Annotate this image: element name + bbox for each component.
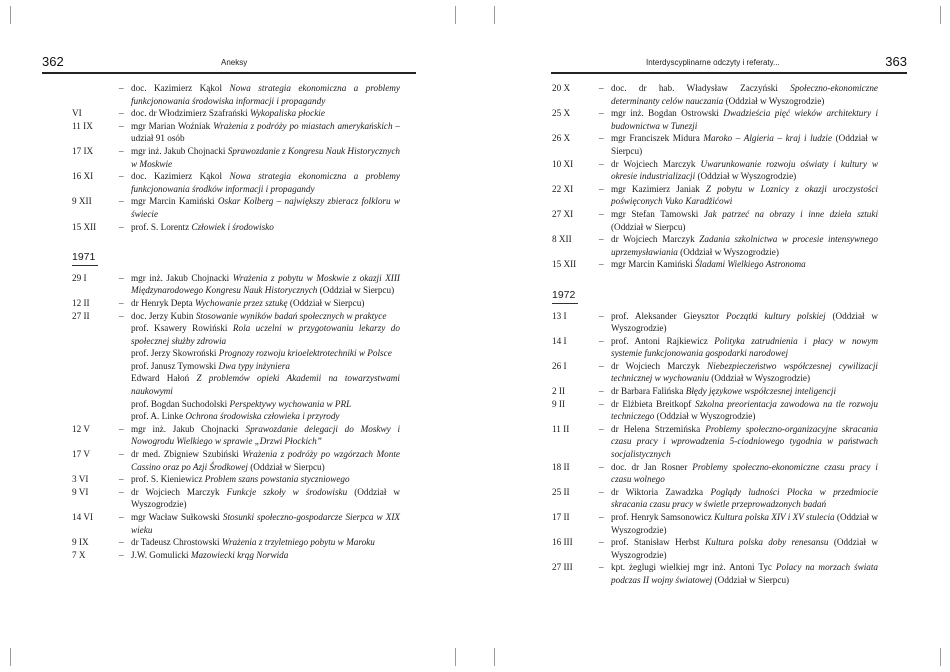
entry-note: (Oddział w Wyszogrodzie) <box>708 373 811 384</box>
entry-note: (Oddział w Wyszogrodzie) <box>677 246 779 257</box>
entry-dash: – <box>119 549 124 560</box>
entry-date <box>72 82 119 107</box>
entry-date: 9 VI <box>72 486 89 497</box>
lecture-entry <box>552 82 878 107</box>
entry-dash: – <box>599 386 604 397</box>
entry-dash: – <box>119 272 124 283</box>
entry-title: Wychowanie przez sztukę <box>195 297 288 308</box>
entry-title: Kultura polska XIV i XV stulecia <box>714 512 835 522</box>
entry-date <box>72 410 119 423</box>
lecture-entry <box>72 170 400 195</box>
header-rule <box>551 72 907 74</box>
entry-speaker: prof. S. Kieniewicz <box>131 474 205 485</box>
entry-speaker: dr Wojciech Marczyk <box>611 360 708 371</box>
lecture-entry <box>552 360 878 385</box>
entry-title: Problemy społeczno-ekonomiczne czasu pracy i czasu wolnego <box>611 461 878 485</box>
lecture-entry <box>72 145 400 170</box>
entry-speaker: mgr Wacław Sułkowski <box>131 512 223 522</box>
entry-dash: – <box>599 83 604 93</box>
entry-dash: – <box>599 537 604 548</box>
entry-date: 17 II <box>552 512 570 522</box>
entry-speaker: prof. Janusz Tymowski <box>131 360 219 371</box>
entry-text <box>611 183 878 208</box>
entry-date: VI <box>72 108 82 119</box>
entry-title: Ochrona środowiska człowieka i przyrody <box>185 411 340 422</box>
entry-dash: – <box>599 398 604 409</box>
entry-note: (Oddział w Sierpcu) <box>611 221 686 232</box>
entry-text <box>611 511 878 536</box>
entry-dash <box>119 410 131 423</box>
entry-speaker: dr Wojciech Marczyk <box>131 486 227 497</box>
entry-date: 11 II <box>552 423 570 434</box>
entry-dash: – <box>119 108 124 119</box>
entry-speaker: dr Helena Strzemińska <box>611 423 706 434</box>
entry-date: 16 III <box>552 537 573 548</box>
entries-1970 <box>72 82 400 233</box>
entry-text <box>131 322 400 347</box>
lecture-entry <box>72 297 400 310</box>
entry-title: Szkolna preorientacja zawodowa na tle rozwoju techniczego <box>611 398 878 422</box>
entry-date: 11 IX <box>72 120 93 131</box>
entry-text <box>131 448 400 473</box>
entry-text <box>611 158 878 183</box>
lecture-entry <box>552 385 878 398</box>
entry-text <box>131 145 400 170</box>
entry-text <box>611 82 878 107</box>
entry-note: (Oddział w Sierpcu) <box>247 461 325 472</box>
entry-date: 9 II <box>552 398 566 409</box>
lecture-entry <box>72 549 400 562</box>
entry-title: Wrażenia z trzyletniego pobytu w Maroku <box>221 537 375 548</box>
entry-dash: – <box>599 360 604 371</box>
lecture-entry <box>72 372 400 397</box>
entry-speaker: dr Tadeusz Chrostowski <box>131 537 222 548</box>
entry-speaker: doc. Kazimierz Kąkol <box>131 171 230 182</box>
entry-date <box>72 347 119 360</box>
entry-speaker: J.W. Gomulicki <box>131 549 191 560</box>
entry-speaker: mgr inż. Bogdan Ostrowski <box>611 108 724 119</box>
entry-text <box>131 221 400 234</box>
entry-speaker: Edward Hałoń <box>131 373 197 384</box>
lecture-entry <box>72 360 400 373</box>
entry-title: Jak patrzeć na obrazy i inne dzieła sztuki <box>703 208 878 219</box>
entry-title: Człowiek i środowisko <box>191 221 274 232</box>
entry-title: Stosowanie wyników badań społecznych w praktyce <box>195 310 387 321</box>
entry-text <box>131 310 400 323</box>
entry-speaker: prof. Antoni Rajkiewicz <box>611 335 715 346</box>
entry-dash: – <box>599 461 604 472</box>
entry-text <box>611 132 878 157</box>
entry-speaker: mgr inż. Jakub Chojnacki <box>131 423 246 434</box>
entry-date <box>72 398 119 411</box>
entry-dash: – <box>119 423 124 434</box>
entry-title: Poglądy ludności Płocka w przedmiocie skracania czasu pracy w świetle przeprowadzonych badań <box>611 486 878 510</box>
lecture-entry <box>552 132 878 157</box>
entry-date: 25 X <box>552 108 571 119</box>
entry-speaker: dr med. Zbigniew Szubiński <box>131 449 243 460</box>
entry-title: Początki kultury polskiej <box>725 310 826 321</box>
entry-speaker: dr Wiktoria Zawadzka <box>611 486 711 497</box>
entry-text <box>131 297 400 310</box>
entry-dash: – <box>119 83 124 93</box>
entry-speaker: mgr Marcin Kamiński <box>611 259 695 270</box>
entry-dash: – <box>599 562 604 573</box>
entry-dash: – <box>119 120 124 131</box>
entry-title: Wrażenia z podróży po miastach amerykańskich <box>213 120 393 131</box>
header-rule <box>42 72 416 74</box>
entry-title: Oskar Kolberg – największy zbieracz folkloru w świecie <box>131 196 400 219</box>
lecture-entry <box>552 183 878 208</box>
lecture-entry <box>552 258 878 271</box>
entry-speaker: mgr Stefan Tamowski <box>611 208 704 219</box>
entry-title: Maroko – Algieria – kraj i ludzie <box>703 133 833 144</box>
entry-date: 9 XII <box>72 196 92 207</box>
entry-date: 22 XI <box>552 183 574 194</box>
entry-note: (Oddział w Wyszogrodzie) <box>695 171 797 182</box>
entry-title: Polityka zatrudnienia i płacy w nowym systemie funkcjonowania gospodarki narodowej <box>611 335 878 359</box>
entry-dash <box>119 360 131 373</box>
year-heading: 1971 <box>72 251 98 266</box>
entry-note: (Oddział w Wyszogrodzie) <box>654 411 756 422</box>
lecture-entry <box>72 448 400 473</box>
entry-dash: – <box>599 108 604 119</box>
entry-speaker: doc. Jerzy Kubin <box>131 310 196 321</box>
entry-title: Dwa typy inżyniera <box>218 360 290 371</box>
entry-text <box>611 423 878 461</box>
entry-title: Z pobytu w Loznicy z okazji uroczystości poświęconych Vuko Karadžićowi <box>611 183 878 207</box>
entry-speaker: doc. dr hab. Władysław Zaczyński <box>611 83 791 93</box>
entry-title: Wrażenia z pobytu w Moskwie z okazji XIII Międzynarodowego Kongresu Nauk Historycznych <box>131 272 400 296</box>
entry-note: (Oddział w Sierpcu) <box>712 574 790 585</box>
entry-date: 26 I <box>552 360 567 371</box>
entry-title: Kultura polska doby renesansu <box>704 537 829 548</box>
lecture-entry <box>72 322 400 347</box>
entry-note: (Oddział w Sierpcu) <box>611 133 878 156</box>
entry-text <box>131 360 400 373</box>
entry-title: Rola uczelni w przygotowaniu lekarzy do społecznej służby zdrowia <box>131 323 400 346</box>
entry-dash <box>119 347 131 360</box>
entry-title: Problem szans powstania styczniowego <box>204 474 350 485</box>
entry-text <box>611 486 878 511</box>
entry-title: Z problemów opieki Akademii na towarzystwami naukowymi <box>131 373 400 397</box>
entry-title: Społeczno-ekonomiczne determinanty celów nauczania <box>611 83 878 106</box>
entry-dash <box>119 398 131 411</box>
entry-note: (Oddział w Sierpcu) <box>317 285 395 296</box>
entry-speaker: prof. Stanisław Herbst <box>611 537 705 548</box>
lecture-entry <box>72 347 400 360</box>
lecture-entry <box>72 120 400 145</box>
entry-text <box>611 208 878 233</box>
lecture-entry <box>72 398 400 411</box>
lecture-entry <box>552 461 878 486</box>
left-column <box>72 82 400 561</box>
entry-text <box>131 195 400 220</box>
entries-1971-continued <box>552 82 878 271</box>
lecture-entry <box>72 423 400 448</box>
entry-title: Problemy społeczno-organizacyjne skracania czasu pracy i wprowadzenia 5-ciodniowego tygodnia w państwach socjalistycznych <box>611 423 878 460</box>
running-header: Interdyscyplinarne odczyty i referaty... <box>646 58 780 67</box>
entry-dash: – <box>599 133 604 144</box>
entry-note: (Oddział w Wyszogrodzie) <box>611 512 878 535</box>
entry-speaker: dr Wojciech Marczyk <box>611 158 701 169</box>
entry-speaker: kpt. żeglugi wielkiej mgr inż. Antoni Tyc <box>611 562 776 573</box>
entry-dash: – <box>119 221 124 232</box>
lecture-entry <box>552 233 878 258</box>
entry-dash: – <box>599 512 604 522</box>
entry-date: 20 X <box>552 83 571 93</box>
lecture-entry <box>552 423 878 461</box>
entry-speaker: mgr Kazimierz Janiak <box>611 183 706 194</box>
entry-speaker: doc. dr Włodzimierz Szafrański <box>131 108 250 119</box>
year-heading: 1972 <box>552 289 578 304</box>
entries-1972 <box>552 310 878 587</box>
entry-text <box>611 536 878 561</box>
lecture-entry <box>552 561 878 586</box>
entry-title: Śladami Wielkiego Astronoma <box>694 259 806 270</box>
entry-text <box>131 410 400 423</box>
entry-dash: – <box>599 423 604 434</box>
lecture-entry <box>552 536 878 561</box>
entry-date: 12 II <box>72 297 90 308</box>
entry-date: 27 II <box>72 310 90 321</box>
lecture-entry <box>72 486 400 511</box>
entry-text <box>131 423 400 448</box>
lecture-entry <box>552 335 878 360</box>
entry-speaker: mgr Marian Woźniak <box>131 120 214 131</box>
entry-date: 26 X <box>552 133 571 144</box>
entry-text <box>131 486 400 511</box>
entry-text <box>131 398 400 411</box>
entry-title: Stosunki społeczno-gospodarcze Sierpca w XIX wieku <box>131 512 400 535</box>
entry-dash: – <box>599 208 604 219</box>
running-header: Aneksy <box>221 58 248 67</box>
entry-speaker: mgr Franciszek Midura <box>611 133 704 144</box>
entry-text <box>131 473 400 486</box>
entry-dash: – <box>119 474 124 485</box>
entry-text <box>611 310 878 335</box>
entry-dash: – <box>119 310 124 321</box>
entry-title: Wrażenia z podróży po wzgórzach Monte Cassino oraz po Azji Środkowej <box>131 449 400 472</box>
entry-text <box>611 258 878 271</box>
entry-note: (Oddział w Wyszogrodzie) <box>611 310 878 334</box>
lecture-entry <box>552 158 878 183</box>
entry-title: Zadania szkolnictwa w procesie intensywnego uprzemysławiania <box>611 234 878 257</box>
entry-date: 8 XII <box>552 234 572 245</box>
lecture-entry <box>72 410 400 423</box>
entry-speaker: dr Henryk Depta <box>131 297 196 308</box>
entry-dash: – <box>119 512 124 522</box>
entry-speaker: prof. S. Lorentz <box>131 221 192 232</box>
lecture-entry <box>72 511 400 536</box>
entry-text <box>131 120 400 145</box>
entry-dash: – <box>599 183 604 194</box>
entry-date: 15 XII <box>552 259 577 270</box>
entry-date: 3 VI <box>72 474 89 485</box>
entry-date: 9 IX <box>72 537 89 548</box>
entry-dash: – <box>119 297 124 308</box>
entry-dash: – <box>599 335 604 346</box>
entry-text <box>131 549 400 562</box>
entry-title: Perspektywy wychowania w PRL <box>229 398 352 409</box>
lecture-entry <box>72 310 400 323</box>
entry-dash: – <box>119 145 124 156</box>
entry-date <box>72 372 119 397</box>
right-column <box>552 82 878 587</box>
entry-dash: – <box>599 259 604 270</box>
entry-date: 27 III <box>552 562 573 573</box>
entry-date: 18 II <box>552 461 570 472</box>
entry-speaker: dr Elżbieta Breitkopf <box>611 398 695 409</box>
entry-dash: – <box>119 537 124 548</box>
page-number: 363 <box>885 54 907 69</box>
entry-speaker: prof. A. Linke <box>131 411 186 422</box>
entry-speaker: doc. dr Jan Rosner <box>611 461 693 472</box>
entry-text <box>131 347 400 360</box>
entry-speaker: prof. Ksawery Rowiński <box>131 323 233 334</box>
entry-text <box>131 372 400 397</box>
entry-speaker: prof. Bogdan Suchodolski <box>131 398 230 409</box>
entry-dash: – <box>119 171 124 182</box>
entry-text <box>611 360 878 385</box>
entry-dash: – <box>119 486 124 497</box>
entry-text <box>131 170 400 195</box>
page-number: 362 <box>42 54 64 69</box>
entry-text <box>611 385 878 398</box>
entry-text <box>611 335 878 360</box>
entry-speaker: prof. Aleksander Gieysztor <box>611 310 726 321</box>
entry-text <box>131 82 400 107</box>
entry-title: Nowa strategia ekonomiczna a problemy funkcjonowania środowiska informacji i propagandy <box>131 83 401 106</box>
lecture-entry <box>72 272 400 297</box>
entry-speaker: mgr inż. Jakub Chojnacki <box>131 145 228 156</box>
lecture-entry <box>72 473 400 486</box>
entry-date <box>72 360 119 373</box>
lecture-entry <box>552 486 878 511</box>
entry-text <box>131 107 400 120</box>
entry-title: Nowa strategia ekonomiczna a problemy funkcjonowania środków informacji i propagandy <box>131 171 401 194</box>
entry-date: 7 X <box>72 549 86 560</box>
entry-text <box>611 107 878 132</box>
entry-date: 16 XI <box>72 171 94 182</box>
entry-date: 14 I <box>552 335 567 346</box>
entry-title: Błędy językowe współczesnej inteligencji <box>685 386 837 397</box>
entry-speaker: mgr inż. Jakub Chojnacki <box>131 272 233 283</box>
lecture-entry <box>552 208 878 233</box>
lecture-entry <box>552 398 878 423</box>
entry-dash: – <box>599 486 604 497</box>
entry-dash: – <box>119 449 124 460</box>
entry-speaker: mgr Marcin Kamiński <box>131 196 218 207</box>
entry-text <box>131 511 400 536</box>
entry-title: Polacy na morzach świata podczas II wojny światowej <box>611 562 878 585</box>
entry-speaker: prof. Henryk Samsonowicz <box>611 512 715 522</box>
lecture-entry <box>72 221 400 234</box>
entry-title: Sprawozdanie z Kongresu Nauk Historycznych w Moskwie <box>131 145 400 169</box>
lecture-entry <box>72 195 400 220</box>
entry-date: 17 V <box>72 449 90 460</box>
lecture-entry <box>552 511 878 536</box>
entry-title: Niebezpieczeństwo współczesnej cywilizacji technicznej w wychowaniu <box>611 360 878 384</box>
entry-text <box>611 461 878 486</box>
entry-note: (Oddział w Wyszogrodzie) <box>723 95 825 106</box>
entry-title: Wykopaliska płockie <box>249 108 325 119</box>
entry-date: 17 IX <box>72 145 94 156</box>
entries-1971 <box>72 272 400 562</box>
entry-dash <box>119 322 131 347</box>
entry-title: Prognozy rozwoju krioelektrotechniki w Polsce <box>218 348 392 359</box>
entry-note: (Oddział w Wyszogrodzie) <box>131 486 400 510</box>
entry-note: – udział 91 osób <box>131 120 400 144</box>
entry-date: 27 XI <box>552 208 574 219</box>
entry-date: 12 V <box>72 423 90 434</box>
right-page <box>475 0 950 672</box>
lecture-entry <box>552 107 878 132</box>
lecture-entry <box>72 82 400 107</box>
entry-text <box>131 536 400 549</box>
entry-title: Dwadzieścia pięć wieków architektury i budownictwa w Tunezji <box>611 108 878 131</box>
entry-date: 2 II <box>552 386 566 397</box>
entry-title: Uwarunkowanie rozwoju oświaty i kultury w okresie industrializacji <box>611 158 878 182</box>
entry-text <box>611 233 878 258</box>
entry-dash: – <box>599 234 604 245</box>
entry-title: Funkcje szkoły w środowisku <box>226 486 348 497</box>
entry-date: 29 I <box>72 272 87 283</box>
entry-note: (Oddział w Sierpcu) <box>287 297 365 308</box>
entry-date: 15 XII <box>72 221 97 232</box>
entry-dash: – <box>599 158 604 169</box>
entry-note: (Oddział w Wyszogrodzie) <box>611 537 879 560</box>
entry-text <box>131 272 400 297</box>
entry-title: Sprawozdanie delegacji do Moskwy i Nowogrodu Wielkiego w sprawie „Drzwi Płockich” <box>131 423 400 447</box>
entry-date <box>72 322 119 347</box>
entry-speaker: dr Wojciech Marczyk <box>611 234 700 245</box>
entry-date: 13 I <box>552 310 567 321</box>
entry-title: Mazowiecki krąg Norwida <box>190 549 289 560</box>
lecture-entry <box>72 536 400 549</box>
lecture-entry <box>72 107 400 120</box>
entry-speaker: doc. Kazimierz Kąkol <box>131 83 230 93</box>
lecture-entry <box>552 310 878 335</box>
entry-date: 25 II <box>552 486 570 497</box>
entry-text <box>611 561 878 586</box>
entry-speaker: prof. Jerzy Skowroński <box>131 348 219 359</box>
entry-dash: – <box>599 310 604 321</box>
entry-text <box>611 398 878 423</box>
entry-date: 10 XI <box>552 158 574 169</box>
entry-speaker: dr Barbara Falińska <box>611 386 686 397</box>
entry-date: 14 VI <box>72 512 94 522</box>
entry-dash: – <box>119 196 124 207</box>
entry-dash <box>119 372 131 397</box>
